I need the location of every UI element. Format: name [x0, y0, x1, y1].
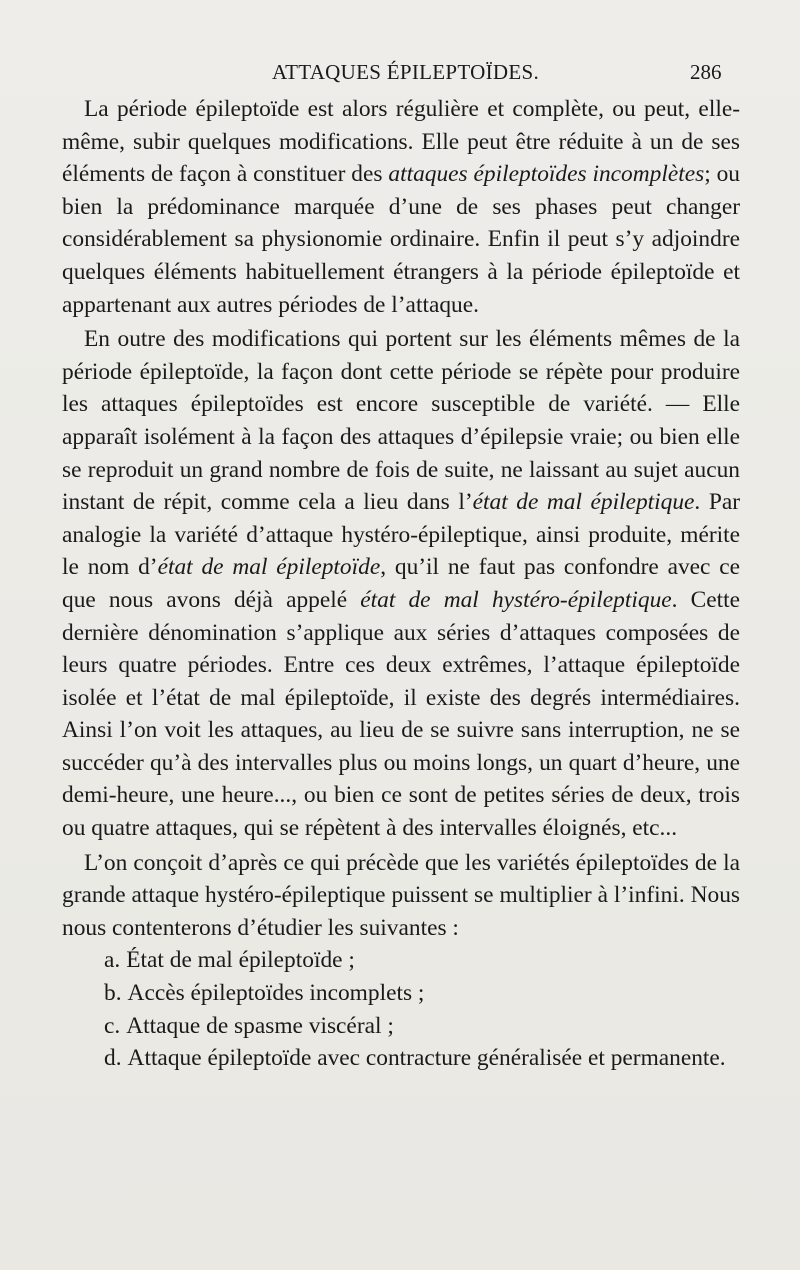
list-item-text: Accès épileptoïdes incomplets ;: [127, 980, 425, 1007]
text-run: En outre des modifications qui portent sur les éléments mêmes de la période épileptoïde, la façon dont cette période se répète pour produire les attaques épileptoïdes est encore susceptible de variété. — Elle apparaît isolément à la façon des attaques d’épilepsie vraie; ou bien elle se reproduit un grand nombre de fois de suite, ne laissant au sujet aucun instant de répit, comme cela a lieu dans l’: [62, 326, 740, 516]
paragraph: [62, 847, 740, 945]
body-text: [62, 93, 740, 1075]
page-number: 286: [690, 60, 722, 84]
italic-phrase: état de mal épileptoïde: [157, 554, 381, 581]
italic-phrase: état de mal épileptique: [472, 489, 695, 516]
list-item: [62, 977, 740, 1010]
list-marker: b.: [104, 980, 122, 1007]
text-run: . Par analogie la variété d’attaque hystéro-épileptique, ainsi produite, mérite le nom d’: [62, 489, 740, 581]
running-title: ATTAQUES ÉPILEPTOÏDES.: [272, 60, 540, 84]
italic-phrase: attaques épileptoïdes incomplètes: [388, 161, 705, 188]
variety-list: [62, 944, 740, 1074]
page-header: [0, 60, 800, 88]
text-run: L’on conçoit d’après ce qui précède que les variétés épileptoïdes de la grande attaque hystéro-épileptique puissent se multiplier à l’infini. Nous nous contenterons d’étudier les suivantes :: [62, 849, 740, 941]
list-item-text: Attaque de spasme viscéral ;: [126, 1012, 394, 1039]
list-item: [62, 1010, 740, 1043]
list-item: [62, 944, 740, 977]
list-item: [62, 1042, 740, 1075]
list-marker: a.: [104, 947, 121, 974]
paragraphs: [62, 93, 740, 944]
text-run: ; ou bien la prédominance marquée d’une de ses phases peut changer considérablement sa physionomie ordinaire. Enfin il peut s’y adjoindre quelques éléments habituellement étrangers à la période épileptoïde et appartenant aux autres périodes de l’attaque.: [62, 161, 740, 318]
text-run: La période épileptoïde est alors régulière et complète, ou peut, elle-même, subir quelques modifications. Elle peut être réduite à un de ses éléments de façon à constituer des: [62, 96, 740, 188]
paragraph: [62, 93, 740, 321]
paragraph: [62, 323, 740, 845]
text-run: , qu’il ne faut pas confondre avec ce que nous avons déjà appelé: [62, 554, 740, 613]
list-marker: c.: [104, 1012, 121, 1039]
list-item-text: État de mal épileptoïde ;: [126, 947, 355, 974]
list-item-text: Attaque épileptoïde avec contracture généralisée et permanente.: [127, 1045, 726, 1072]
text-run: . Cette dernière dénomination s’applique aux séries d’attaques composées de leurs quatre périodes. Entre ces deux extrêmes, l’attaque épileptoïde isolée et l’état de mal épileptoïde, il existe des degrés intermédiaires. Ainsi l’on voit les attaques, au lieu de se suivre sans interruption, ne se succéder qu’à des intervalles plus ou moins longs, un quart d’heure, une demi-heure, une heure..., ou bien ce sont de petites séries de deux, trois ou quatre attaques, qui se répètent à des intervalles éloignés, etc...: [62, 586, 741, 842]
list-marker: d.: [104, 1045, 122, 1072]
italic-phrase: état de mal hystéro-épileptique: [360, 586, 672, 613]
